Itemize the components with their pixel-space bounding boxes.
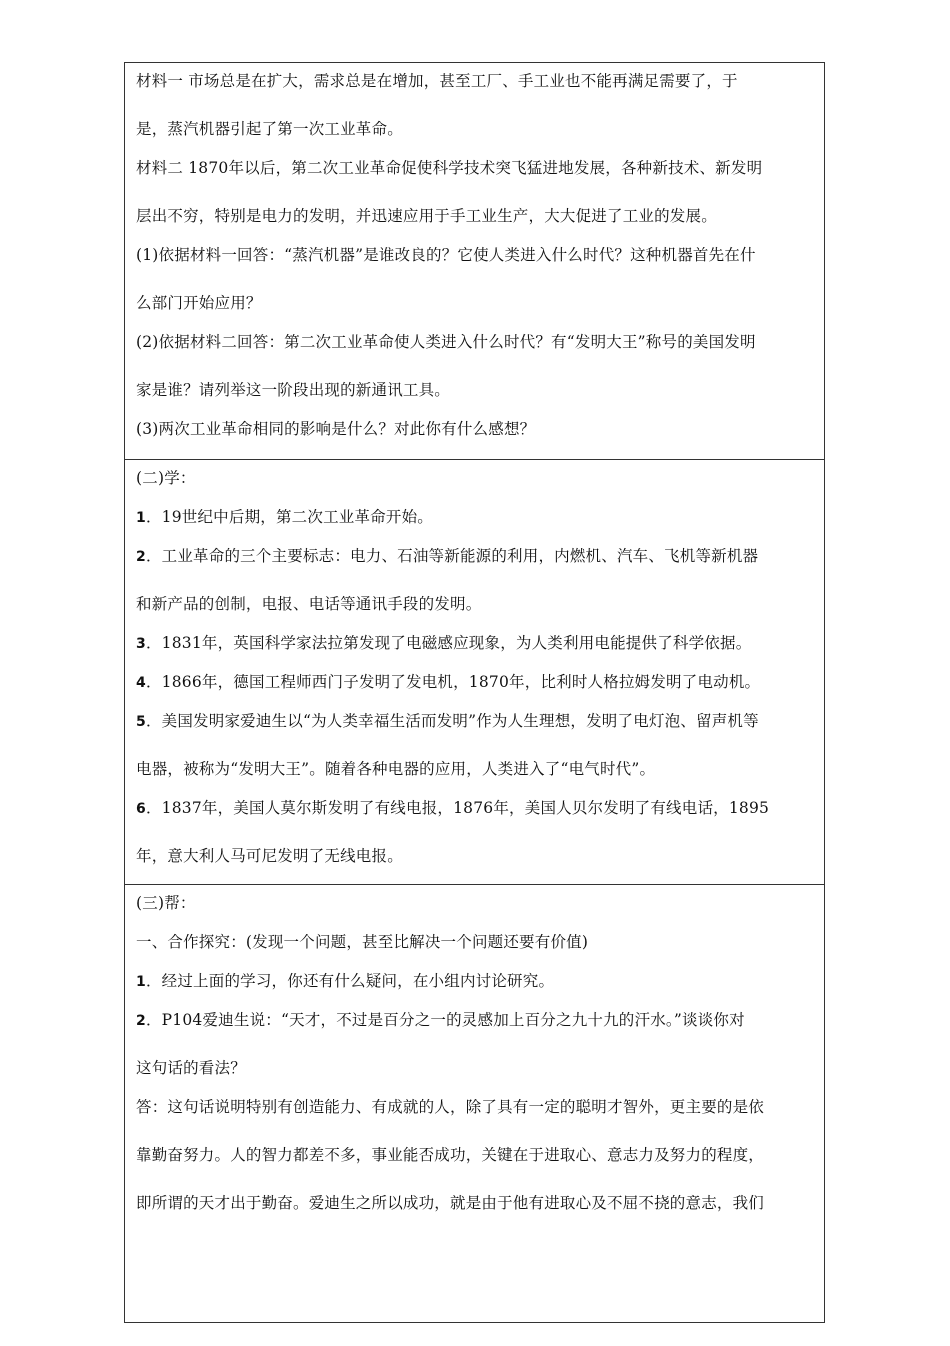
line-text: 和新产品的创制，电报、电话等通讯手段的发明。 xyxy=(136,595,482,613)
item-number: 4 xyxy=(136,675,146,691)
line-text: ．美国发明家爱迪生以“为人类幸福生活而发明”作为人生理想，发明了电灯泡、留声机等 xyxy=(145,712,759,730)
text-line xyxy=(136,505,433,527)
line-text: (二)学： xyxy=(136,469,196,487)
line-text: 是，蒸汽机器引起了第一次工业革命。 xyxy=(136,120,403,138)
section-learn xyxy=(125,459,824,884)
item-number: 3 xyxy=(136,636,146,652)
text-line xyxy=(136,156,762,178)
text-line xyxy=(136,544,758,566)
line-text: 材料一 市场总是在扩大，需求总是在增加，甚至工厂、手工业也不能再满足需要了，于 xyxy=(136,72,738,90)
item-number: 2 xyxy=(136,549,146,565)
line-text: 电器，被称为“发明大王”。随着各种电器的应用，人类进入了“电气时代”。 xyxy=(136,760,656,778)
line-text: (2)依据材料二回答：第二次工业革命使人类进入什么时代？有“发明大王”称号的美国发明 xyxy=(136,333,756,351)
text-line xyxy=(136,243,756,265)
line-text: (三)帮： xyxy=(136,894,196,912)
line-text: 靠勤奋努力。人的智力都差不多，事业能否成功，关键在于进取心、意志力及努力的程度， xyxy=(136,1146,765,1164)
text-line xyxy=(136,466,196,488)
text-line xyxy=(136,757,655,779)
line-text: ．1866年，德国工程师西门子发明了发电机，1870年，比利时人格拉姆发明了电动机。 xyxy=(145,673,761,691)
item-number: 1 xyxy=(136,510,146,526)
line-text: (1)依据材料一回答：“蒸汽机器”是谁改良的？它使人类进入什么时代？这种机器首先在什 xyxy=(136,246,756,264)
text-line xyxy=(136,670,760,692)
line-text: ．1837年，美国人莫尔斯发明了有线电报，1876年，美国人贝尔发明了有线电话，1895 xyxy=(145,799,770,817)
line-text: ．经过上面的学习，你还有什么疑问，在小组内讨论研究。 xyxy=(145,972,555,990)
text-line xyxy=(136,330,756,352)
text-line xyxy=(136,1008,745,1030)
text-line xyxy=(136,891,196,913)
item-number: 1 xyxy=(136,974,146,990)
text-line xyxy=(136,1095,764,1117)
text-line xyxy=(136,1056,246,1078)
line-text: 层出不穷，特别是电力的发明，并迅速应用于手工业生产，大大促进了工业的发展。 xyxy=(136,207,717,225)
line-text: 这句话的看法？ xyxy=(136,1059,246,1077)
text-line xyxy=(136,709,759,731)
line-text: 家是谁？请列举这一阶段出现的新通讯工具。 xyxy=(136,381,451,399)
document-table xyxy=(124,62,825,1323)
line-text: 么部门开始应用？ xyxy=(136,294,262,312)
line-text: 一、合作探究：(发现一个问题，甚至比解决一个问题还要有价值) xyxy=(136,933,589,951)
item-number: 6 xyxy=(136,801,146,817)
section-help xyxy=(125,884,824,1323)
text-line xyxy=(136,204,717,226)
text-line xyxy=(136,117,403,139)
line-text: 即所谓的天才出于勤奋。爱迪生之所以成功，就是由于他有进取心及不屈不挠的意志，我们 xyxy=(136,1194,765,1212)
section-materials xyxy=(125,62,824,459)
text-line xyxy=(136,69,738,91)
line-text: ．19世纪中后期，第二次工业革命开始。 xyxy=(145,508,433,526)
text-line xyxy=(136,844,403,866)
text-line xyxy=(136,969,554,991)
text-line xyxy=(136,291,262,313)
text-line xyxy=(136,1143,764,1165)
line-text: (3)两次工业革命相同的影响是什么？对此你有什么感想？ xyxy=(136,420,536,438)
text-line xyxy=(136,592,481,614)
text-line xyxy=(136,631,751,653)
line-text: ．工业革命的三个主要标志：电力、石油等新能源的利用，内燃机、汽车、飞机等新机器 xyxy=(145,547,759,565)
text-line xyxy=(136,417,535,439)
line-text: ．P104爱迪生说：“天才，不过是百分之一的灵感加上百分之九十九的汗水。”谈谈你对 xyxy=(145,1011,745,1029)
text-line xyxy=(136,930,588,952)
line-text: 材料二 1870年以后，第二次工业革命促使科学技术突飞猛进地发展，各种新技术、新发明 xyxy=(136,159,763,177)
text-line xyxy=(136,1191,764,1213)
line-text: 年，意大利人马可尼发明了无线电报。 xyxy=(136,847,403,865)
line-text: 答：这句话说明特别有创造能力、有成就的人，除了具有一定的聪明才智外，更主要的是依 xyxy=(136,1098,765,1116)
item-number: 2 xyxy=(136,1013,146,1029)
text-line xyxy=(136,378,450,400)
line-text: ．1831年，英国科学家法拉第发现了电磁感应现象，为人类利用电能提供了科学依据。 xyxy=(145,634,752,652)
item-number: 5 xyxy=(136,714,146,730)
text-line xyxy=(136,796,769,818)
